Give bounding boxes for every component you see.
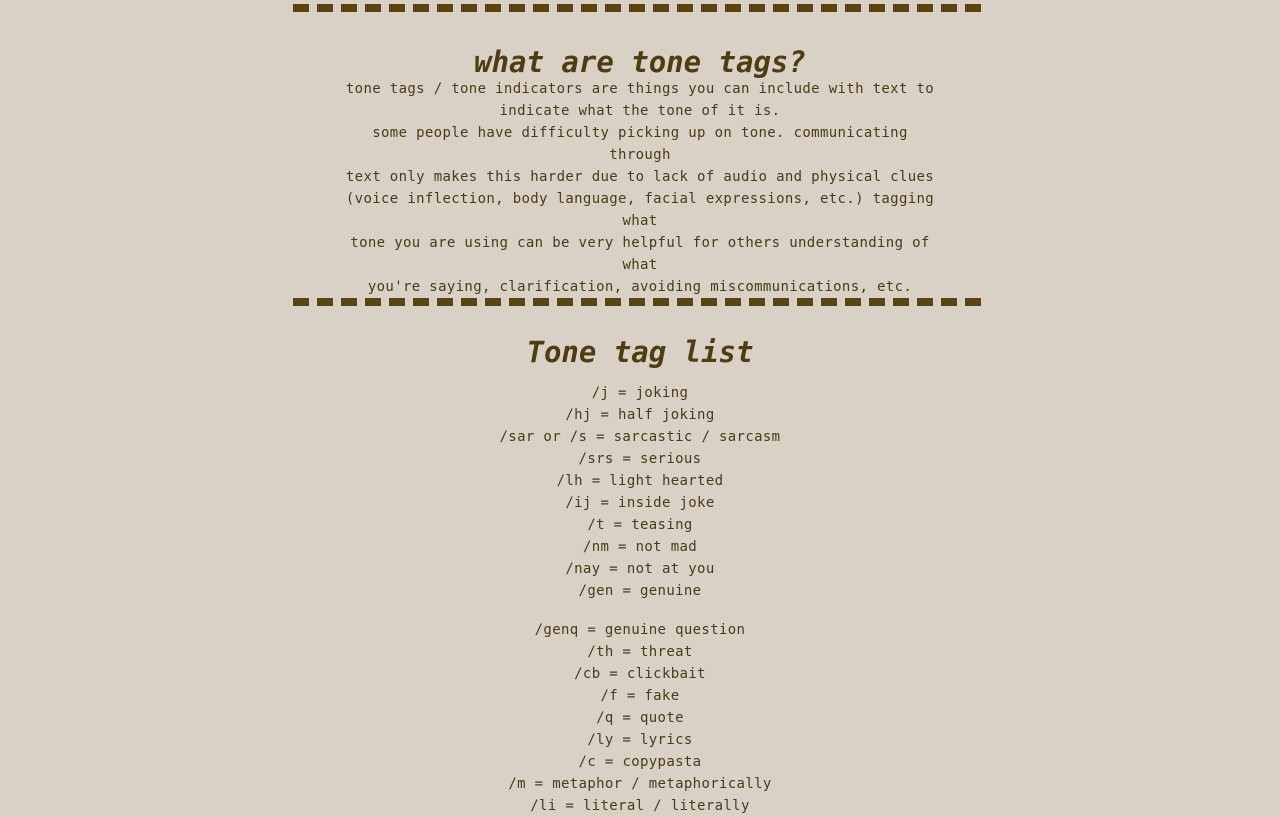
tone-tag-item: /hj = half joking <box>565 407 715 423</box>
tone-tag-item: /li = literal / literally <box>530 798 750 814</box>
tone-tag-item: /m = metaphor / metaphorically <box>508 776 772 792</box>
dashed-divider-top <box>293 4 987 12</box>
tone-tag-item: /cb = clickbait <box>574 666 706 682</box>
dashed-divider-middle <box>293 298 987 306</box>
intro-paragraph-1: tone tags / tone indicators are things you can include with text to indicate what the tone of it is. <box>345 81 935 119</box>
tone-tag-item: /sar or /s = sarcastic / sarcasm <box>499 429 781 445</box>
tone-tag-item: /gen = genuine <box>578 583 702 599</box>
intro-paragraph-2: some people have difficulty picking up on tone. communicating through text only makes this harder due to lack of audio and physical clues (voice inflection, body language, facial expressions, etc.) tagging what tone you are using can be very helpful for others understanding of what you're saying, clarification, avoiding miscommunications, etc. <box>345 125 935 295</box>
tone-tag-item: /genq = genuine question <box>534 622 746 638</box>
tone-tag-list-heading: Tone tag list <box>526 335 754 369</box>
tone-tag-item: /q = quote <box>596 710 684 726</box>
tone-tag-item: /th = threat <box>587 644 693 660</box>
tone-tag-item: /ly = lyrics <box>587 732 693 748</box>
tone-tag-item: /srs = serious <box>578 451 702 467</box>
tone-tag-item: /t = teasing <box>587 517 693 533</box>
tone-tag-item: /nay = not at you <box>565 561 715 577</box>
intro-heading: what are tone tags? <box>474 45 806 79</box>
tone-tag-list-group-1 <box>293 382 987 602</box>
tone-tag-item: /c = copypasta <box>578 754 702 770</box>
tone-tag-item: /lh = light hearted <box>556 473 724 489</box>
tone-tag-item: /nm = not mad <box>582 539 698 555</box>
tone-tag-item: /ij = inside joke <box>565 495 715 511</box>
tone-tag-list-group-2 <box>293 619 987 817</box>
content-column <box>293 0 987 817</box>
tone-tag-item: /j = joking <box>591 385 689 401</box>
tone-tag-item: /f = fake <box>600 688 680 704</box>
